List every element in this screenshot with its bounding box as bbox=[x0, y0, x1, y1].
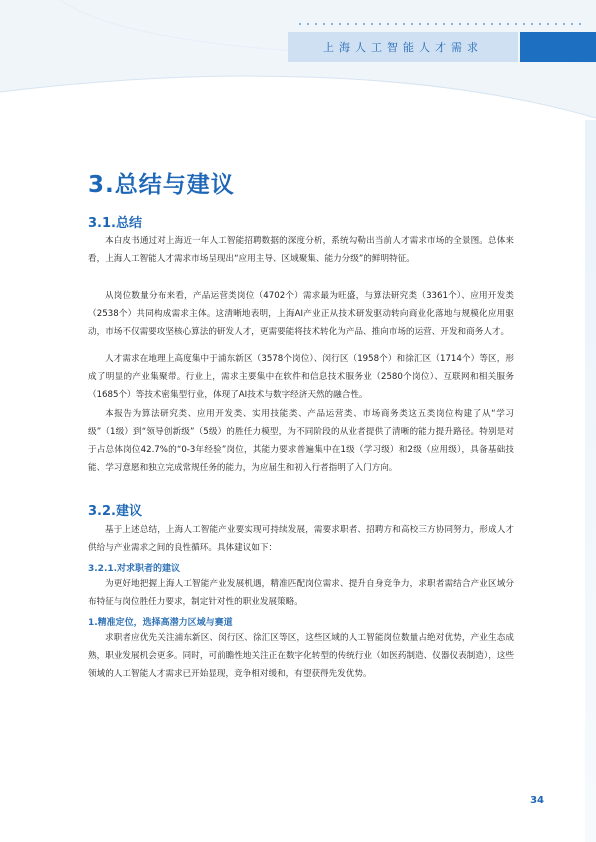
running-header-title: 上海人工智能人才需求 bbox=[288, 32, 518, 62]
positioning-paragraph: 求职者应优先关注浦东新区、闵行区、徐汇区等区，这些区域的人工智能岗位数量占绝对优势，产业生态成熟，职业发展机会更多。同时，可前瞻性地关注正在数字化转型的传统行业（如医药制造、仪器仪表制造），这些领域的人工智能人才需求已开始显现，竞争相对缓和，有望获得先发优势。 bbox=[88, 633, 514, 679]
right-edge-band bbox=[585, 120, 596, 842]
recommendations-intro: 基于上述总结，上海人工智能产业要实现可持续发展，需要求职者、招聘方和高校三方协同努力，形成人才供给与产业需求之间的良性循环。具体建议如下： bbox=[88, 525, 514, 553]
subsubsection-title-job-seekers: 3.2.1.对求职者的建议 bbox=[88, 564, 181, 574]
summary-paragraph-3: 人才需求在地理上高度集中于浦东新区（3578个岗位）、闵行区（1958个）和徐汇区（1714个）等区，形成了明显的产业集聚带。行业上，需求主要集中在软件和信息技术服务业（2580个岗位）、互联网和相关服务（1685个）等技术密集型行业，体现了AI技术与数字经济天然的融合性。 bbox=[88, 354, 514, 400]
item-title-positioning: 1.精准定位，选择高潜力区域与赛道 bbox=[88, 618, 233, 628]
summary-paragraph-2: 从岗位数量分布来看，产品运营类岗位（4702个）需求最为旺盛，与算法研究类（3361个）、应用开发类（2538个）共同构成需求主体。这清晰地表明，上海AI产业正从技术研发驱动转向商业化落地与规模化应用驱动，市场不仅需要攻坚核心算法的研发人才，更需要能将技术转化为产品、推向市场的运营、开发和商务人才。 bbox=[88, 291, 514, 337]
header-accent-bar bbox=[520, 32, 596, 62]
summary-paragraph-1: 本白皮书通过对上海近一年人工智能招聘数据的深度分析，系统勾勒出当前人才需求市场的全景图。总体来看，上海人工智能人才需求市场呈现出“应用主导、区域聚集、能力分级”的鲜明特征。 bbox=[88, 236, 514, 264]
job-seekers-paragraph: 为更好地把握上海人工智能产业发展机遇，精准匹配岗位需求、提升自身竞争力，求职者需结合产业区域分布特征与岗位胜任力要求，制定针对性的职业发展策略。 bbox=[88, 579, 514, 607]
subsection-title-summary: 3.1.总结 bbox=[88, 216, 142, 231]
subsection-title-recommendations: 3.2.建议 bbox=[88, 504, 142, 519]
section-title: 3.总结与建议 bbox=[88, 172, 235, 198]
summary-paragraph-4: 本报告为算法研究类、应用开发类、实用技能类、产品运营类、市场商务类这五类岗位构建了从“学习级”（1级）到“领导创新级”（5级）的胜任力模型，为不同阶段的从业者提供了清晰的能力提升路径。特别是对于占总体岗位42.7%的“0-3年经验”岗位，其能力要求普遍集中在1级（学习级）和2级（应用级），具备基础技能、学习意愿和独立完成常规任务的能力，为应届生和初入行者指明了入门方向。 bbox=[88, 409, 514, 473]
page-number: 34 bbox=[530, 795, 544, 806]
